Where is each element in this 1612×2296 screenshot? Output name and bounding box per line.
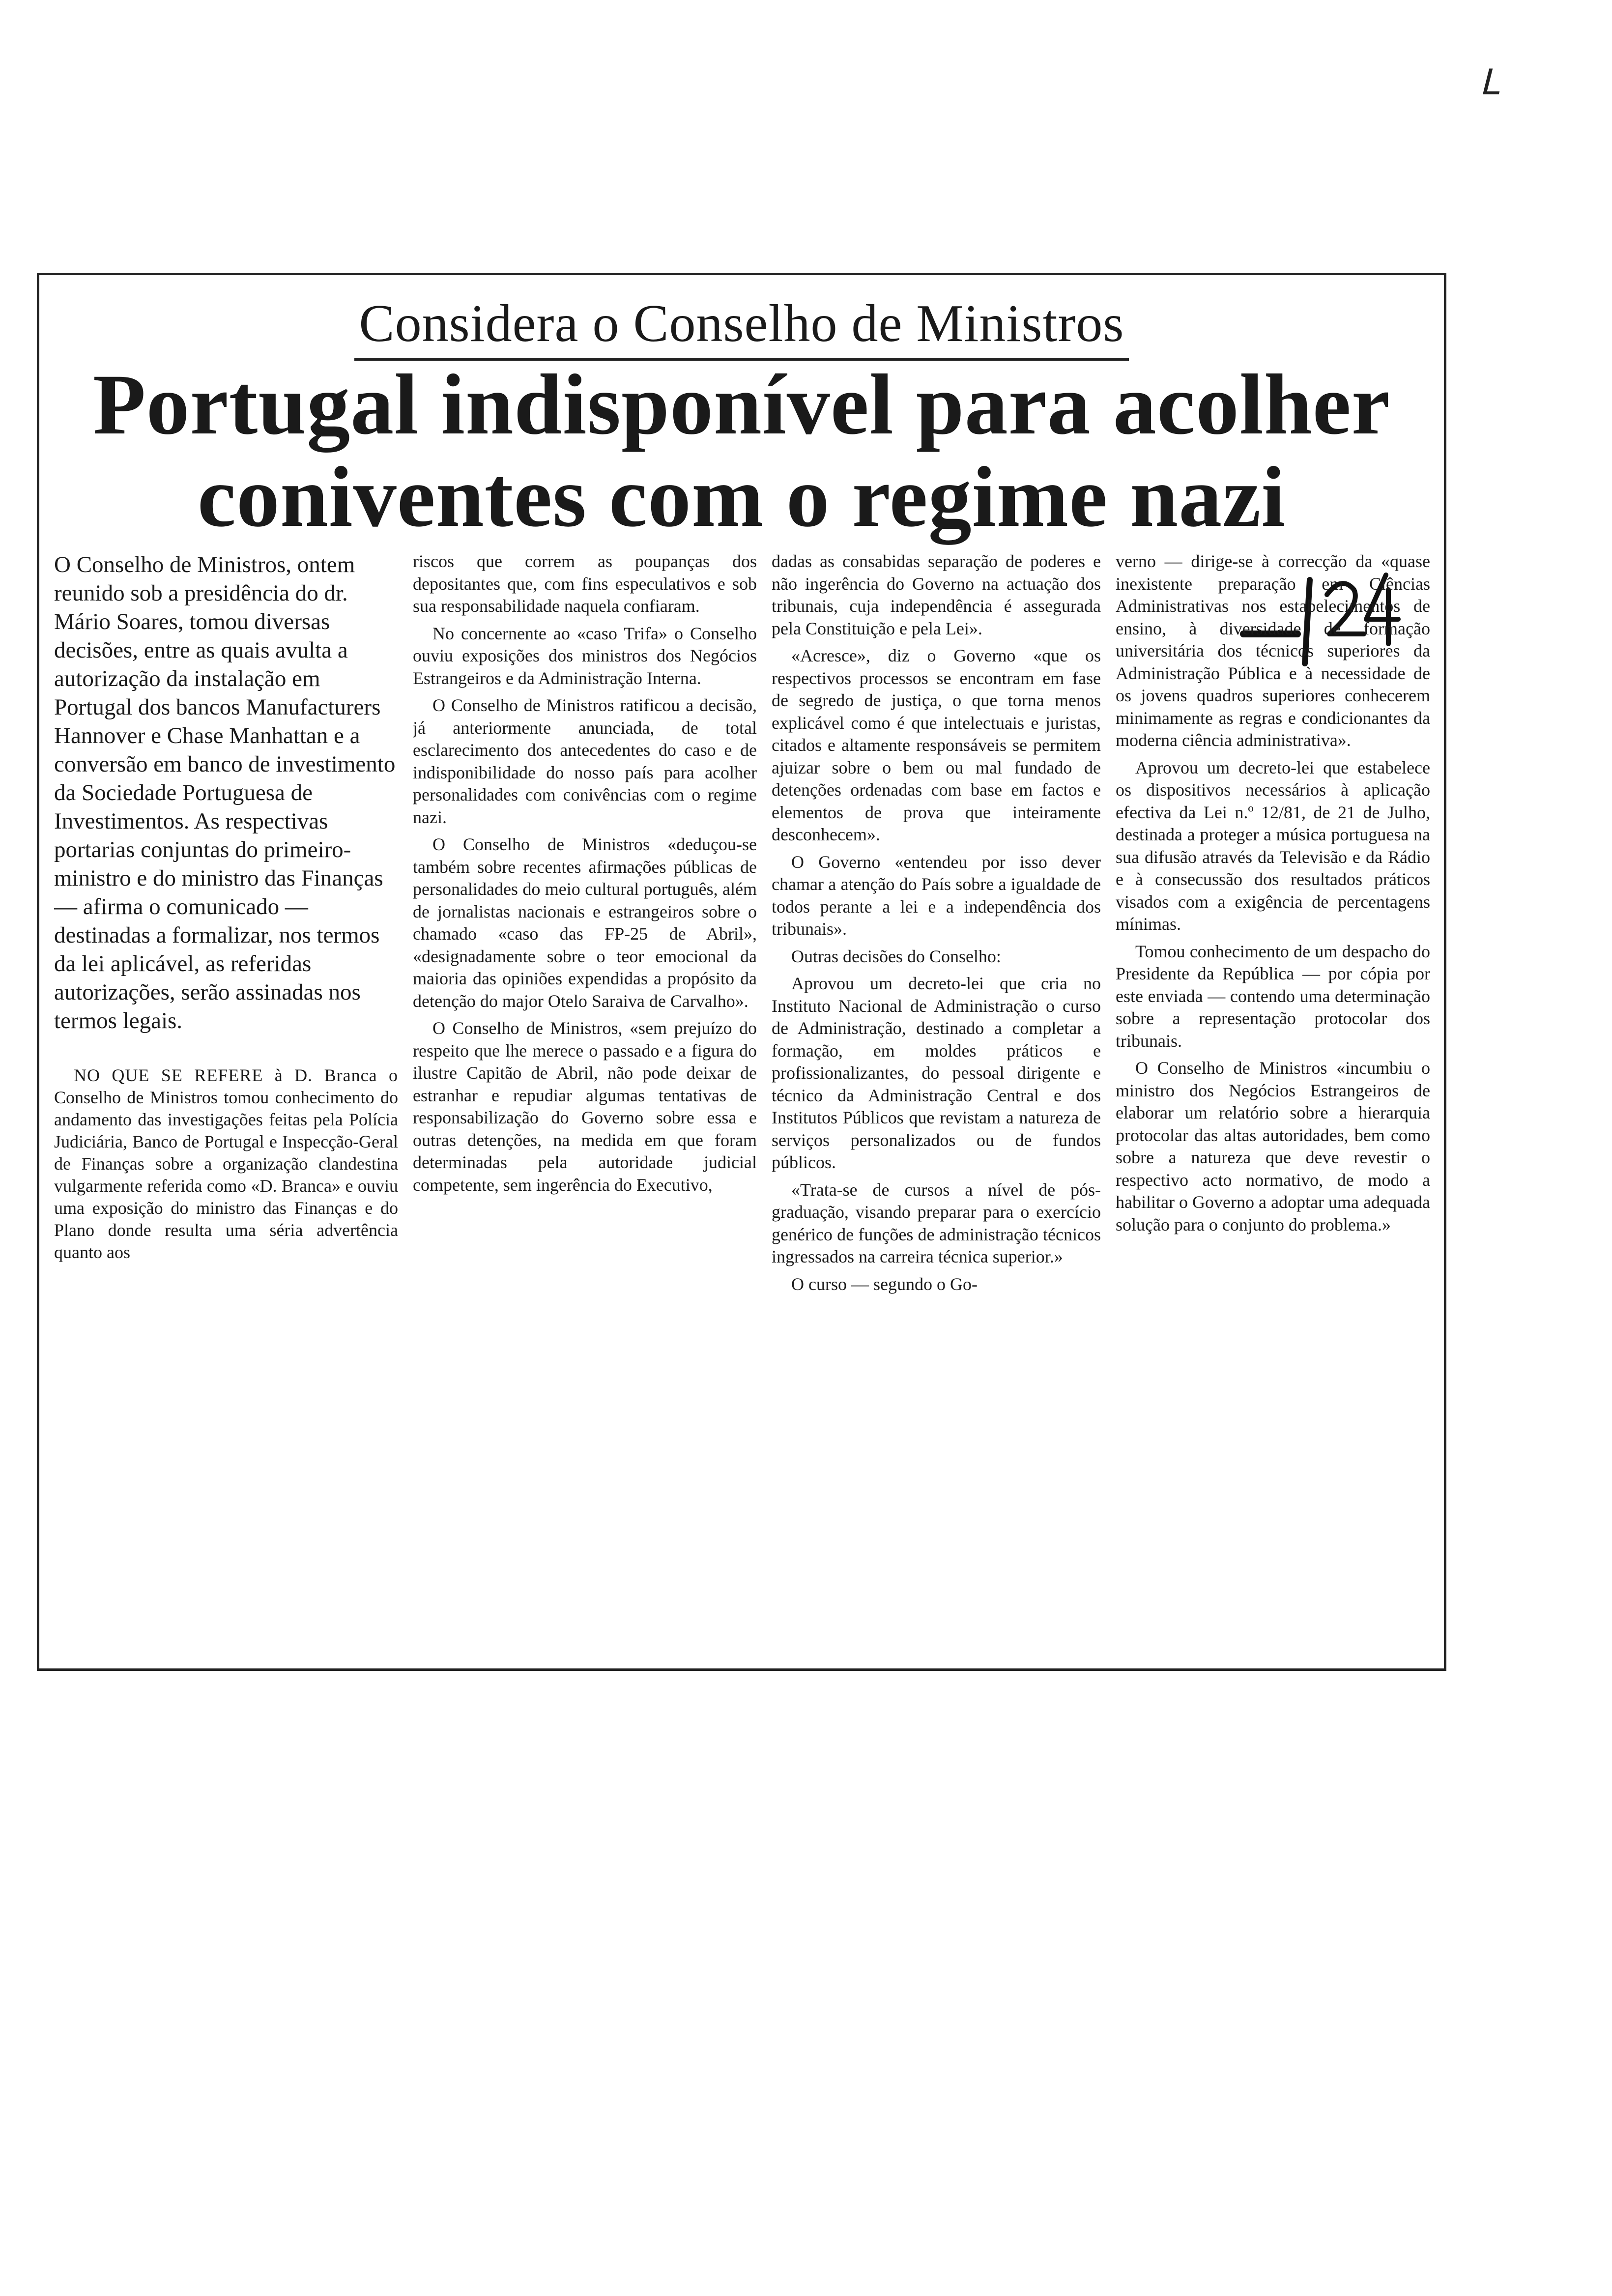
paragraph: NO QUE SE REFERE à D. Branca o Conselho de Ministros tomou conhecimento do andamento das investigações feitas pela Polícia Judiciária, Banco de Portugal e Inspecção-Geral de Finanças sobre a organização clandestina vulgarmente referida como «D. Branca» e ouviu uma exposição do ministro das Finanças e do Plano donde resulta uma séria advertência quanto aos bbox=[54, 1065, 398, 1262]
column-2 bbox=[413, 550, 757, 1651]
paragraph: dadas as consabidas separação de poderes e não ingerência do Governo na actuação dos tribunais, cuja independência é assegurada pela Constituição e pela Lei». bbox=[772, 551, 1101, 638]
paragraph: riscos que correm as poupanças dos depositantes que, com fins especulativos e sob sua responsabilidade naquela confiaram. bbox=[413, 551, 757, 616]
paragraph: O curso — segundo o Go- bbox=[791, 1274, 978, 1294]
article-columns bbox=[54, 550, 1430, 1651]
paragraph: O Governo «entendeu por isso dever chamar a atenção do País sobre a igualdade de todos perante a lei e a independência dos tribunais». bbox=[772, 852, 1101, 939]
paragraph: O Conselho de Ministros «deduçou-se também sobre recentes afirmações públicas de personalidades do meio cultural português, além de jornalistas nacionais e estrangeiros sobre o chamado «caso das FP-25 de Abril», «designadamente sobre o teor emocional da maioria das opiniões expendidas a propósito da detenção do major Otelo Saraiva de Carvalho». bbox=[413, 834, 757, 1011]
article-kicker: Considera o Conselho de Ministros bbox=[39, 297, 1444, 350]
page-corner-mark: ᒪ bbox=[1479, 63, 1499, 102]
paragraph: Tomou conhecimento de um despacho do Presidente da República — por cópia por este enviada — contendo uma determinação sobre a representação protocolar dos tribunais. bbox=[1116, 941, 1430, 1051]
article-headline bbox=[39, 359, 1444, 544]
newspaper-clipping bbox=[37, 273, 1446, 1671]
lead-paragraph: O Conselho de Ministros, ontem reunido sob a presidência do dr. Mário Soares, tomou diversas decisões, entre as quais avulta a autorização da instalação em Portugal dos bancos Manufacturers Hannover e Chase Manhattan e a conversão em banco de investimento da Sociedade Portuguesa de Investimentos. As respectivas portarias conjuntas do primeiro-ministro e do ministro das Finanças — afirma o comunicado — destinadas a formalizar, nos termos da lei aplicável, as referidas autorizações, serão assinadas nos termos legais. bbox=[54, 552, 396, 1033]
paragraph: O Conselho de Ministros ratificou a decisão, já anteriormente anunciada, de total esclarecimento dos antecedentes do caso e de indisponibilidade do nosso país para acolher personalidades com conivências com o regime nazi. bbox=[413, 695, 757, 827]
paragraph: O Conselho de Ministros «incumbiu o ministro dos Negócios Estrangeiros de elaborar um relatório sobre a hierarquia protocolar das altas autoridades, bem como sobre a natureza que deve revestir o respectivo acto normativo, de modo a habilitar o Governo a adoptar uma adequada solução para o conjunto do problema.» bbox=[1116, 1058, 1430, 1234]
paragraph: «Acresce», diz o Governo «que os respectivos processos se encontram em fase de segredo de justiça, o que torna menos explicável como é que intelectuais e juristas, citados e altamente responsáveis se permitem ajuizar sobre o bem ou mal fundado de detenções ordenadas com base em factos e elementos de prova que inteiramente desconhecem». bbox=[772, 646, 1101, 844]
headline-line-1: Portugal indisponível para acolher bbox=[93, 357, 1390, 453]
column-1-body bbox=[54, 1064, 398, 1263]
paragraph: No concernente ao «caso Trifa» o Conselho ouviu exposições dos ministros dos Negócios Estrangeiros e da Administração Interna. bbox=[413, 623, 757, 688]
column-4 bbox=[1116, 550, 1430, 1651]
paragraph: verno — dirige-se à correcção da «quase inexistente preparação em Ciências Administrativas nos estabelecimentos de ensino, à diversidade de formação universitária dos técnicos superiores da Administração Pública e à necessidade de os jovens quadros superiores conhecerem minimamente as regras e condicionantes da moderna ciência administrativa». bbox=[1116, 551, 1430, 750]
paragraph: «Trata-se de cursos a nível de pós-graduação, visando preparar para o exercício genérico de funções de administração técnicos ingressados na carreira técnica superior.» bbox=[772, 1179, 1101, 1266]
column-1 bbox=[54, 550, 398, 1651]
column-3 bbox=[772, 550, 1101, 1651]
headline-line-2: coniventes com o regime nazi bbox=[197, 449, 1286, 545]
paragraph: Aprovou um decreto-lei que estabelece os dispositivos necessários à aplicação efectiva da Lei n.º 12/81, de 21 de Julho, destinada a proteger a música portuguesa na sua difusão através da Televisão e da Rádio e à consecussão dos resultados práticos visados com a exigência de percentagens mínimas. bbox=[1116, 757, 1430, 934]
paragraph: Aprovou um decreto-lei que cria no Instituto Nacional de Administração o curso de Administração, destinado a completar a formação, em moldes práticos e profissionalizantes, do pessoal dirigente e técnico da Administração Central e dos Institutos Públicos que revistam a natureza de serviços personalizados ou de fundos públicos. bbox=[772, 974, 1101, 1172]
paragraph: O Conselho de Ministros, «sem prejuízo do respeito que lhe merece o passado e a figura do ilustre Capitão de Abril, não pode deixar de estranhar e repudiar algumas tentativas de responsabilização do Governo sobre essa e outras detenções, na medida em que foram determinadas pela autoridade judicial competente, sem ingerência do Executivo, bbox=[413, 1018, 757, 1195]
paragraph: Outras decisões do Conselho: bbox=[791, 946, 1001, 966]
